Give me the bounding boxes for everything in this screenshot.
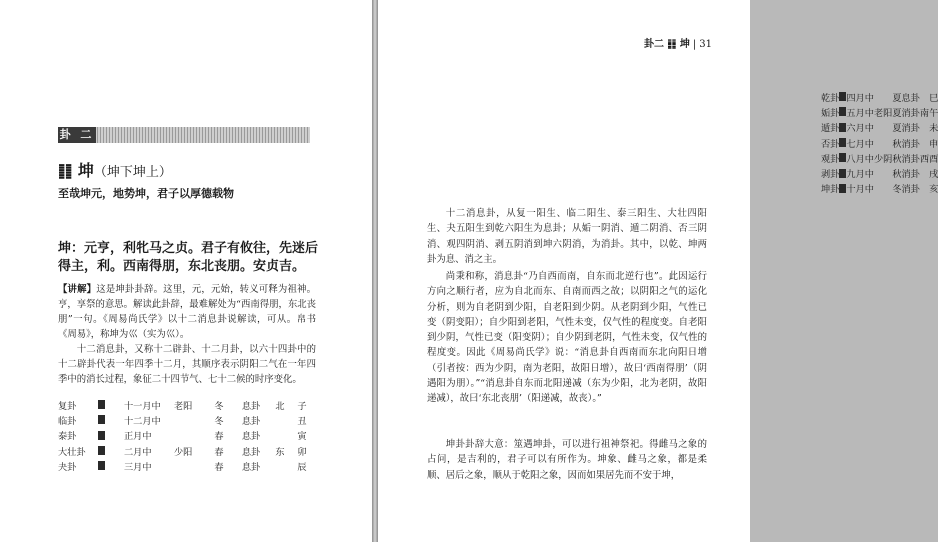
row-direction: 东 bbox=[275, 446, 285, 458]
row-season: 秋 bbox=[892, 169, 902, 181]
row-direction bbox=[920, 89, 929, 104]
row-branch: 辰 bbox=[297, 461, 307, 473]
row-season: 秋 bbox=[892, 138, 902, 150]
row-direction: 北 bbox=[275, 400, 285, 412]
table-row bbox=[821, 135, 938, 150]
row-season: 春 bbox=[214, 461, 224, 473]
body-paragraph-3: 坤卦卦辞大意：筮遇坤卦，可以进行祖神祭祀。得雌马之象的占问，是吉利的，君子可以有所作为。坤象、雌马之象，都是柔顺、居后之象，顺从于乾阳之象，因而如果居先而不安于坤， bbox=[427, 439, 707, 481]
row-month: 八月中 bbox=[846, 153, 874, 165]
row-yinyang bbox=[174, 412, 204, 427]
row-type: 息卦 bbox=[241, 415, 261, 427]
row-name: 大壮卦 bbox=[58, 446, 86, 458]
hexagram-symbol-icon bbox=[839, 123, 846, 132]
table-row bbox=[821, 150, 938, 165]
row-direction bbox=[268, 412, 292, 427]
hexagram-symbol-icon bbox=[98, 415, 105, 424]
row-type: 消卦 bbox=[901, 138, 920, 150]
row-name: 观卦 bbox=[821, 153, 840, 165]
row-name: 临卦 bbox=[58, 415, 77, 427]
row-name: 姤卦 bbox=[821, 107, 840, 119]
hexagram-table-right bbox=[821, 89, 938, 196]
hexagram-symbol-icon bbox=[98, 461, 105, 470]
row-direction bbox=[920, 181, 929, 196]
row-month: 七月中 bbox=[846, 138, 874, 150]
body-paragraph-1: 十二消息卦，从复一阳生、临二阳生、泰三阳生、大壮四阳生、夬五阳生到乾六阳生为息卦；从姤一阴消、遁二阴消、否三阴消、观四阴消、剥五阴消到坤六阴消，为消卦。其中，以乾、坤两卦为息、消之主。 bbox=[427, 208, 707, 265]
row-name: 泰卦 bbox=[58, 431, 77, 443]
row-yinyang bbox=[874, 181, 892, 196]
row-month: 十二月中 bbox=[124, 415, 161, 427]
row-type: 消卦 bbox=[901, 153, 920, 165]
row-direction bbox=[920, 135, 929, 150]
row-month: 四月中 bbox=[846, 92, 874, 104]
hexagram-symbol-icon bbox=[839, 92, 846, 101]
row-name: 遁卦 bbox=[821, 123, 840, 135]
hexagram-symbol-icon bbox=[839, 169, 846, 178]
row-season: 夏 bbox=[892, 92, 902, 104]
row-direction: 西 bbox=[919, 153, 930, 165]
row-branch: 酉 bbox=[929, 153, 938, 165]
row-type: 息卦 bbox=[241, 461, 261, 473]
row-branch: 亥 bbox=[929, 184, 938, 196]
row-month: 十一月中 bbox=[124, 400, 161, 412]
table-row bbox=[821, 181, 938, 196]
row-season: 春 bbox=[214, 431, 224, 443]
row-branch: 子 bbox=[297, 400, 307, 412]
header-title: 卦二 ䷁ 坤 bbox=[643, 39, 690, 50]
hexagram-symbol-icon bbox=[839, 184, 846, 193]
row-month: 六月中 bbox=[846, 123, 874, 135]
row-month: 二月中 bbox=[124, 446, 152, 458]
row-yinyang bbox=[874, 89, 892, 104]
row-type: 消卦 bbox=[901, 184, 920, 196]
hexagram-title bbox=[58, 158, 172, 181]
row-direction bbox=[920, 165, 929, 180]
row-month: 十月中 bbox=[846, 184, 874, 196]
hexagram-subtitle: （坤下坤上） bbox=[93, 165, 172, 180]
row-yinyang: 少阴 bbox=[873, 153, 893, 165]
row-yinyang bbox=[874, 120, 892, 135]
hexagram-symbol-icon bbox=[839, 107, 846, 116]
twelve-hexagram-paragraph: 十二消息卦，又称十二辟卦、十二月卦，以六十四卦中的十二辟卦代表一年四季十二月，其顺序表示阴阳二气在一年四季中的消长过程，象征二十四节气、七十二候的时序变化。 bbox=[58, 344, 316, 385]
row-direction bbox=[268, 428, 292, 443]
hexagram-symbol-icon bbox=[98, 431, 105, 440]
row-season: 冬 bbox=[214, 400, 224, 412]
table-row bbox=[821, 165, 938, 180]
row-yinyang: 少阳 bbox=[174, 446, 193, 458]
row-name: 夬卦 bbox=[58, 461, 77, 473]
row-type: 消卦 bbox=[901, 107, 920, 119]
table-row bbox=[821, 120, 938, 135]
row-branch: 申 bbox=[929, 138, 938, 150]
hexagram-motto: 至哉坤元，地势坤，君子以厚德载物 bbox=[58, 187, 234, 200]
chapter-banner bbox=[58, 127, 310, 143]
row-direction bbox=[920, 120, 929, 135]
row-type: 息卦 bbox=[901, 92, 920, 104]
row-name: 剥卦 bbox=[821, 169, 840, 181]
row-month: 九月中 bbox=[846, 169, 874, 181]
table-row bbox=[821, 89, 938, 104]
row-yinyang bbox=[874, 135, 892, 150]
row-yinyang bbox=[874, 165, 892, 180]
table-row bbox=[58, 397, 312, 412]
left-page bbox=[0, 0, 372, 542]
row-yinyang: 老阳 bbox=[174, 400, 193, 412]
explanation-block bbox=[58, 282, 316, 387]
row-season: 夏 bbox=[892, 107, 902, 119]
row-branch: 戌 bbox=[929, 169, 938, 181]
explanation-text: 这是坤卦卦辞。这里，元，元始，转义可释为祖神。亨，享祭的意思。解读此卦辞，最难解处为“西南得朋，东北丧朋”一句。《周易尚氏学》以十二消息卦说解读，可从。帛书《周易》，称坤为巛（实为巛）。 bbox=[58, 284, 316, 340]
row-branch: 卯 bbox=[297, 446, 307, 458]
right-page bbox=[378, 0, 938, 542]
row-branch: 巳 bbox=[929, 92, 938, 104]
row-month: 五月中 bbox=[846, 107, 874, 119]
row-month: 正月中 bbox=[124, 431, 152, 443]
row-yinyang: 老阳 bbox=[873, 107, 893, 119]
hexagram-symbol-icon bbox=[98, 446, 105, 455]
row-direction: 南 bbox=[919, 107, 930, 119]
hexagram-symbol-icon bbox=[839, 138, 846, 147]
row-season: 冬 bbox=[214, 415, 224, 427]
hexagram-verse: 坤：元亨，利牝马之贞。君子有攸往，先迷后得主，利。西南得朋，东北丧朋。安贞吉。 bbox=[58, 241, 319, 274]
row-direction bbox=[268, 458, 292, 473]
hexagram-table-left bbox=[58, 397, 312, 473]
hexagram-symbol-icon bbox=[839, 153, 846, 162]
body-paragraph-2: 尚秉和称，消息卦“乃自西而南，自东而北逆行也”。此因运行方向之顺行者，应为自北而东、自南而西之故；以阴阳之气的运化分析，则为自老阴到少阳，自老阳到少阴。从老阴到少阳，气性已变（阴变阳）；自少阳到老阳，气性未变，仅气性的程度变。自老阳到少阴，气性已变（阳变阴）；自少阴到老阴，气性未变，仅气性的程度变。因此《周易尚氏学》说：“消息卦自西南而东北向阳日增（引者按：西为少阴，南为老阳，故阳日增），故曰‘西南得朋’（阴遇阳为朋）。”“消息卦自东而北阳递减（东为少阳，北为老阴，故阳递减），故曰‘东北丧朋’（阳递减，故丧）。” bbox=[427, 271, 707, 405]
row-name: 乾卦 bbox=[821, 92, 840, 104]
explanation-tag: 【讲解】 bbox=[58, 284, 97, 295]
hexagram-name: ䷁ 坤 bbox=[58, 161, 94, 180]
row-name: 否卦 bbox=[821, 138, 840, 150]
row-season: 秋 bbox=[892, 153, 902, 165]
row-branch: 未 bbox=[929, 123, 938, 135]
explanation-paragraph bbox=[58, 282, 316, 342]
row-type: 消卦 bbox=[901, 169, 920, 181]
row-name: 复卦 bbox=[58, 400, 77, 412]
row-type: 消卦 bbox=[901, 123, 920, 135]
table-row bbox=[821, 104, 938, 119]
row-name: 坤卦 bbox=[821, 184, 840, 196]
table-row bbox=[58, 458, 312, 473]
row-season: 夏 bbox=[892, 123, 902, 135]
row-type: 息卦 bbox=[241, 446, 261, 458]
row-branch: 寅 bbox=[297, 431, 307, 443]
chapter-label: 卦 二 bbox=[59, 128, 95, 141]
row-yinyang bbox=[174, 458, 204, 473]
row-season: 春 bbox=[214, 446, 224, 458]
row-type: 息卦 bbox=[241, 431, 261, 443]
row-month: 三月中 bbox=[124, 461, 152, 473]
table-row bbox=[58, 443, 312, 458]
row-branch: 午 bbox=[929, 107, 938, 119]
row-type: 息卦 bbox=[241, 400, 261, 412]
running-header: 卦二 ䷁ 坤 | 31 bbox=[643, 39, 712, 50]
page-number: 31 bbox=[699, 39, 712, 50]
hexagram-symbol-icon bbox=[98, 400, 105, 409]
table-row bbox=[58, 428, 312, 443]
table-row bbox=[58, 412, 312, 427]
row-branch: 丑 bbox=[297, 415, 307, 427]
row-season: 冬 bbox=[892, 184, 902, 196]
row-yinyang bbox=[174, 428, 204, 443]
